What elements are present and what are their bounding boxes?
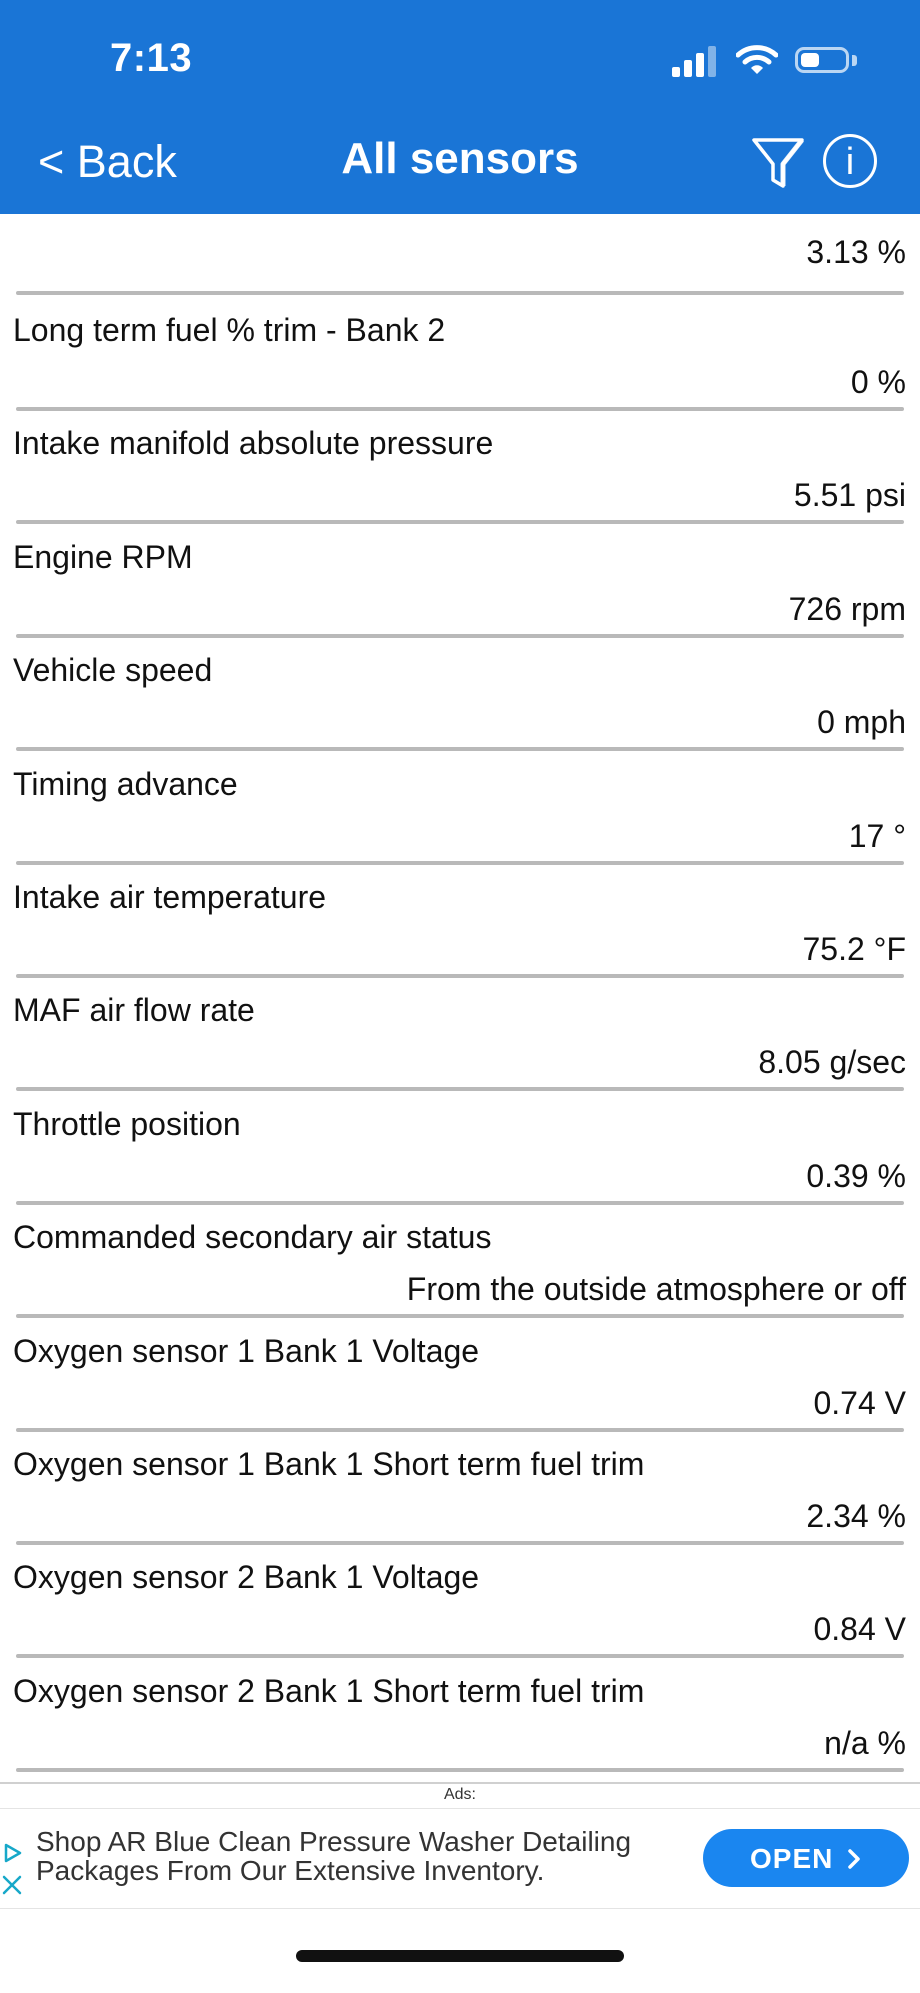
sensor-value: 5.51 psi [793, 477, 906, 514]
status-time: 7:13 [110, 36, 193, 80]
sensor-label: Intake air temperature [13, 878, 327, 915]
row-divider [16, 861, 904, 865]
ad-choices-icon[interactable] [2, 1842, 24, 1864]
battery-level [801, 53, 819, 67]
sensor-value: 17 ° [848, 817, 906, 854]
sensor-row[interactable] [0, 984, 920, 1097]
ad-bottom-divider [0, 1908, 920, 1909]
sensor-label: Oxygen sensor 1 Bank 1 Short term fuel trim [13, 1445, 645, 1482]
sensor-value: 2.34 % [806, 1497, 906, 1534]
row-divider [16, 1428, 904, 1432]
row-divider [16, 634, 904, 638]
sensor-row[interactable] [0, 531, 920, 644]
sensor-row[interactable] [0, 1098, 920, 1211]
sensor-row[interactable] [0, 871, 920, 984]
page-title: All sensors [341, 134, 579, 183]
sensor-label: Vehicle speed [13, 652, 213, 689]
sensor-row[interactable] [0, 1211, 920, 1324]
row-divider [16, 1314, 904, 1318]
sensor-value: 0 mph [817, 704, 906, 741]
nav-header [0, 0, 920, 214]
sensor-label: Oxygen sensor 1 Bank 1 Voltage [13, 1332, 480, 1369]
sensor-label: Throttle position [13, 1105, 241, 1142]
back-button[interactable]: < Back [38, 136, 177, 187]
ad-text[interactable]: Shop AR Blue Clean Pressure Washer Detailing Packages From Our Extensive Inventory. [36, 1826, 632, 1886]
sensor-value: n/a % [824, 1724, 906, 1761]
ad-open-button[interactable] [703, 1829, 909, 1887]
row-divider [16, 974, 904, 978]
sensor-label: Oxygen sensor 2 Bank 1 Short term fuel trim [13, 1672, 645, 1709]
home-indicator[interactable] [296, 1950, 624, 1962]
row-divider [16, 747, 904, 751]
sensor-label: Oxygen sensor 2 Bank 1 Voltage [13, 1559, 480, 1596]
sensor-row[interactable] [0, 1325, 920, 1438]
ads-label: Ads: [443, 1786, 476, 1803]
info-icon[interactable]: i [823, 134, 877, 188]
sensor-label: Engine RPM [13, 538, 193, 575]
row-divider [16, 1768, 904, 1772]
row-divider [16, 1541, 904, 1545]
sensor-row[interactable] [0, 214, 920, 304]
battery-tip [852, 55, 857, 66]
sensor-row[interactable] [0, 304, 920, 417]
sensor-row[interactable] [0, 644, 920, 757]
sensor-value: 0.74 V [813, 1384, 906, 1421]
sensor-value: 726 rpm [788, 590, 906, 627]
sensor-label: Commanded secondary air status [13, 1219, 492, 1256]
sensor-row[interactable] [0, 1665, 920, 1778]
sensor-row[interactable] [0, 417, 920, 530]
row-divider [16, 407, 904, 411]
row-divider [16, 1087, 904, 1091]
sensor-value: 0 % [850, 364, 906, 400]
sensor-label: MAF air flow rate [13, 992, 255, 1029]
chevron-right-icon [847, 1849, 861, 1869]
cellular-signal-icon [672, 45, 720, 77]
row-divider [16, 1201, 904, 1205]
sensor-value: 0.39 % [806, 1157, 906, 1194]
sensor-label: Timing advance [13, 765, 238, 802]
sensor-value: 8.05 g/sec [758, 1044, 906, 1081]
sensor-row[interactable] [0, 758, 920, 871]
sensor-row[interactable] [0, 1438, 920, 1551]
sensor-label: Intake manifold absolute pressure [13, 425, 494, 462]
row-divider [16, 520, 904, 524]
ad-close-icon[interactable] [2, 1874, 22, 1896]
sensor-value: 3.13 % [806, 234, 906, 270]
filter-icon[interactable] [750, 134, 806, 192]
row-divider [16, 291, 904, 295]
wifi-icon [736, 44, 778, 76]
sensor-value: 75.2 °F [802, 930, 906, 967]
battery-icon [795, 47, 849, 73]
ad-divider [0, 1808, 920, 1809]
sensor-row[interactable] [0, 1551, 920, 1664]
sensor-value: From the outside atmosphere or off [406, 1271, 906, 1308]
sensor-list[interactable] [0, 214, 920, 1784]
sensor-label: Long term fuel % trim - Bank 2 [13, 312, 446, 348]
ad-open-label: OPEN [750, 1843, 834, 1874]
sensor-value: 0.84 V [813, 1611, 906, 1648]
row-divider [16, 1654, 904, 1658]
